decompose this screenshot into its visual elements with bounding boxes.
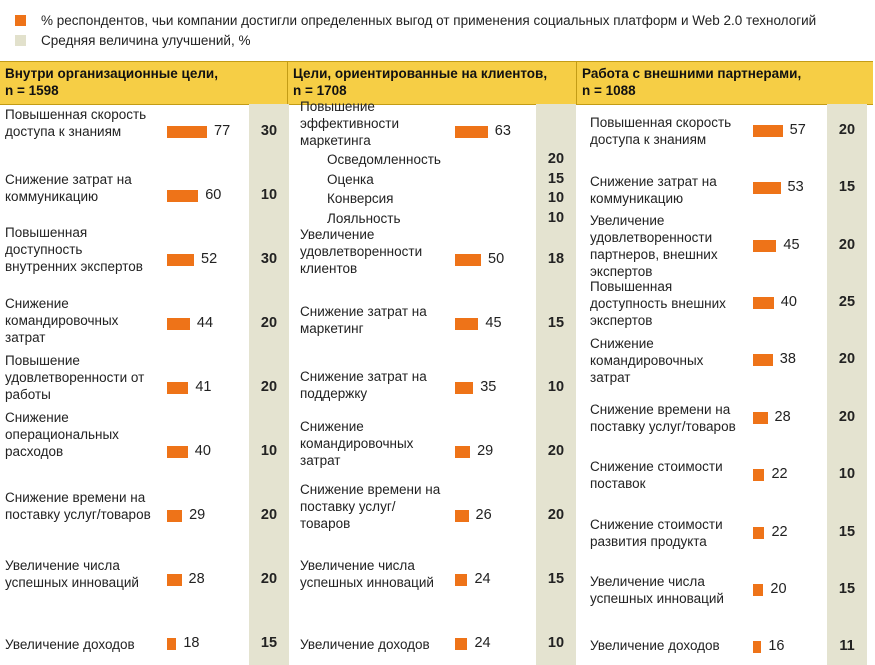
bar	[167, 510, 182, 522]
category-label	[590, 458, 723, 492]
legend-swatch-share	[15, 15, 26, 26]
bar	[753, 584, 763, 596]
category-label-line: товаров	[300, 515, 351, 531]
category-label	[300, 636, 430, 653]
data-label: 57	[789, 122, 806, 138]
bar	[167, 254, 194, 266]
sub-item-label: Лояльность	[327, 211, 401, 226]
legend-label-share: % респондентов, чьи компании достигли определенных выгод от применения социальных платформ и Web 2.0 технологий	[41, 12, 817, 28]
panel-title-line: Внутри организационные цели,	[5, 66, 218, 81]
data-label: 52	[201, 251, 218, 267]
category-label-line: поставку услуг/товаров	[5, 507, 151, 522]
panel-title-partners	[576, 62, 873, 104]
bar	[753, 240, 776, 252]
data-label: 22	[771, 524, 788, 540]
category-label-line: удовлетворенности от	[5, 369, 145, 385]
category-label-line: успешных инноваций	[590, 591, 724, 606]
avg-value: 15	[260, 635, 278, 651]
category-label-line: Снижение	[300, 418, 364, 434]
category-label-line: Снижение стоимости	[590, 517, 723, 532]
bar	[753, 125, 783, 137]
bar	[167, 446, 188, 458]
data-label: 38	[779, 351, 796, 367]
category-label	[590, 173, 717, 207]
category-label	[300, 98, 399, 149]
avg-value: 10	[547, 210, 565, 226]
category-label-line: успешных инноваций	[300, 575, 434, 590]
category-label-line: коммуникацию	[5, 189, 99, 204]
bar	[455, 574, 467, 586]
category-label-line: операциональных	[5, 426, 119, 442]
category-label	[5, 352, 144, 403]
category-label-line: удовлетворенности	[590, 230, 713, 245]
category-label-line: Снижение	[590, 335, 654, 351]
category-label-line: расходов	[5, 443, 64, 459]
category-label-line: Повышение	[300, 98, 375, 114]
category-label	[590, 335, 703, 386]
category-label-line: доступность	[5, 241, 83, 257]
category-label	[5, 636, 135, 653]
category-label-line: затрат	[590, 369, 631, 385]
avg-value: 10	[260, 443, 278, 459]
category-label-line: Повышенная скорость	[590, 115, 732, 130]
bar	[167, 126, 207, 138]
data-label: 40	[194, 443, 211, 459]
avg-value: 10	[260, 187, 278, 203]
legend-label-avg: Средняя величина улучшений, %	[41, 32, 251, 48]
avg-value: 20	[838, 237, 856, 253]
category-label-line: Снижение времени на	[590, 402, 731, 417]
category-label	[300, 481, 440, 532]
category-label-line: Снижение времени на	[300, 481, 441, 497]
data-label: 41	[195, 379, 212, 395]
data-label: 24	[474, 571, 491, 587]
category-label	[5, 171, 132, 205]
category-label	[590, 573, 724, 607]
bar	[455, 254, 481, 266]
data-label: 29	[189, 507, 206, 523]
category-label-line: развития продукта	[590, 534, 707, 549]
category-label-line: клиентов	[300, 260, 358, 276]
avg-value: 20	[260, 571, 278, 587]
avg-value: 11	[839, 638, 855, 654]
category-label	[5, 489, 151, 523]
category-label-line: удовлетворенности	[300, 243, 423, 259]
category-label	[300, 368, 427, 402]
category-label-line: экспертов	[590, 264, 653, 279]
category-label-line: Увеличение числа	[590, 574, 705, 589]
category-label	[590, 114, 731, 148]
legend	[15, 10, 816, 50]
avg-value: 20	[838, 351, 856, 367]
panel-title-n: n = 1708	[293, 83, 347, 98]
avg-value: 18	[547, 251, 565, 267]
data-label: 53	[787, 179, 804, 195]
category-label-line: Повышенная	[590, 278, 673, 294]
avg-value: 15	[547, 171, 565, 187]
category-label-line: доступа к знаниям	[590, 132, 707, 147]
category-label-line: коммуникацию	[590, 191, 684, 206]
avg-value: 10	[547, 635, 565, 651]
category-label-line: Снижение затрат на	[300, 369, 427, 384]
category-label-line: Снижение затрат на	[300, 304, 427, 319]
data-label: 22	[771, 466, 788, 482]
category-label	[590, 516, 723, 550]
sub-item-label: Конверсия	[327, 191, 394, 206]
category-label-line: Повышение	[5, 352, 80, 368]
panel-title-internal	[0, 62, 287, 104]
category-label-line: поддержку	[300, 386, 368, 401]
avg-value: 30	[260, 251, 278, 267]
bar	[455, 318, 478, 330]
category-label	[5, 409, 119, 460]
bar	[167, 574, 182, 586]
category-label	[5, 557, 139, 591]
avg-value: 20	[547, 443, 565, 459]
data-label: 29	[477, 443, 494, 459]
data-label: 16	[768, 638, 785, 654]
bar	[753, 527, 764, 539]
category-label-line: Увеличение числа	[5, 558, 120, 573]
category-label-line: командировочных	[300, 435, 414, 451]
category-label	[590, 401, 736, 435]
bar	[455, 446, 470, 458]
data-label: 18	[183, 635, 200, 651]
category-label-line: доступность внешних	[590, 295, 726, 311]
data-label: 50	[488, 251, 505, 267]
category-label-line: Увеличение доходов	[590, 637, 720, 653]
panel-title-n: n = 1088	[582, 83, 636, 98]
category-label	[5, 295, 118, 346]
category-label-line: затрат	[5, 329, 46, 345]
data-label: 40	[780, 294, 797, 310]
category-label-line: командировочных	[590, 352, 704, 368]
avg-value: 15	[547, 571, 565, 587]
category-label-line: поставок	[590, 476, 646, 491]
category-label-line: маркетинг	[300, 321, 364, 336]
legend-item-avg	[15, 30, 816, 50]
category-label-line: Снижение	[5, 295, 69, 311]
category-label-line: Увеличение доходов	[5, 636, 135, 652]
avg-value: 10	[547, 190, 565, 206]
avg-value: 10	[838, 466, 856, 482]
avg-value: 20	[260, 507, 278, 523]
bar	[167, 382, 188, 394]
data-label: 20	[770, 581, 787, 597]
data-label: 45	[485, 315, 502, 331]
avg-value: 15	[547, 315, 565, 331]
sub-item-label: Осведомленность	[327, 152, 441, 167]
avg-value: 10	[547, 379, 565, 395]
category-label-line: поставку услуг/товаров	[590, 419, 736, 434]
category-label-line: Снижение стоимости	[590, 459, 723, 474]
category-label-line: Увеличение	[300, 226, 375, 242]
category-label	[5, 106, 146, 140]
category-label-line: внутренних экспертов	[5, 258, 143, 274]
category-label	[300, 303, 427, 337]
avg-value: 30	[260, 123, 278, 139]
bar	[455, 638, 467, 650]
data-label: 45	[783, 237, 800, 253]
category-label	[590, 278, 726, 329]
bar	[753, 412, 768, 424]
category-label-line: Снижение затрат на	[590, 174, 717, 189]
panel-headers	[0, 61, 873, 105]
bar	[753, 182, 781, 194]
data-label: 63	[494, 123, 511, 139]
category-label-line: командировочных	[5, 312, 119, 328]
data-label: 77	[214, 123, 231, 139]
bar	[753, 297, 774, 309]
category-label-line: затрат	[300, 452, 341, 468]
avg-value: 20	[547, 151, 565, 167]
data-label: 44	[196, 315, 214, 331]
category-label	[5, 224, 143, 275]
category-label-line: Снижение	[5, 409, 69, 425]
data-label: 28	[774, 409, 791, 425]
data-label: 28	[188, 571, 205, 587]
category-label-line: Увеличение	[590, 213, 665, 228]
legend-item-share	[15, 10, 816, 30]
avg-value: 15	[838, 581, 856, 597]
avg-value: 25	[838, 294, 856, 310]
category-label-line: Увеличение доходов	[300, 636, 430, 652]
category-label-line: Повышенная скорость	[5, 107, 147, 122]
category-label-line: поставку услуг/	[300, 498, 396, 514]
bar	[167, 190, 198, 202]
category-label	[300, 557, 434, 591]
avg-value: 20	[547, 507, 565, 523]
legend-swatch-avg	[15, 35, 26, 46]
category-label	[590, 637, 720, 654]
category-label	[590, 212, 718, 280]
bar	[753, 641, 761, 653]
sub-item-label: Оценка	[327, 172, 374, 187]
avg-value: 15	[838, 524, 856, 540]
panel-title-n: n = 1598	[5, 83, 59, 98]
category-label-line: Увеличение числа	[300, 558, 415, 573]
panel-title-line: Работа с внешними партнерами,	[582, 66, 802, 81]
bar	[167, 318, 190, 330]
bar	[753, 354, 773, 366]
avg-value: 15	[838, 179, 856, 195]
bar	[455, 382, 473, 394]
category-label	[300, 226, 422, 277]
data-label: 24	[474, 635, 491, 651]
category-label-line: Снижение затрат на	[5, 172, 132, 187]
category-label-line: партнеров, внешних	[590, 247, 718, 262]
category-label	[300, 418, 413, 469]
category-label-line: работы	[5, 386, 51, 402]
bar	[455, 126, 488, 138]
category-label-line: маркетинга	[300, 132, 371, 148]
category-label-line: Снижение времени на	[5, 490, 146, 505]
avg-value: 20	[260, 315, 278, 331]
data-label: 26	[475, 507, 492, 523]
category-label-line: Повышенная	[5, 224, 88, 240]
category-label-line: успешных инноваций	[5, 575, 139, 590]
bar	[167, 638, 176, 650]
data-label: 60	[205, 187, 222, 203]
bar	[455, 510, 469, 522]
avg-value: 20	[260, 379, 278, 395]
category-label-line: доступа к знаниям	[5, 124, 122, 139]
category-label-line: эффективности	[300, 115, 400, 131]
category-label-line: экспертов	[590, 312, 653, 328]
data-label: 35	[480, 379, 497, 395]
avg-value: 20	[838, 409, 856, 425]
bar	[753, 469, 764, 481]
panel-title-line: Цели, ориентированные на клиентов,	[293, 66, 548, 81]
avg-value: 20	[838, 122, 856, 138]
